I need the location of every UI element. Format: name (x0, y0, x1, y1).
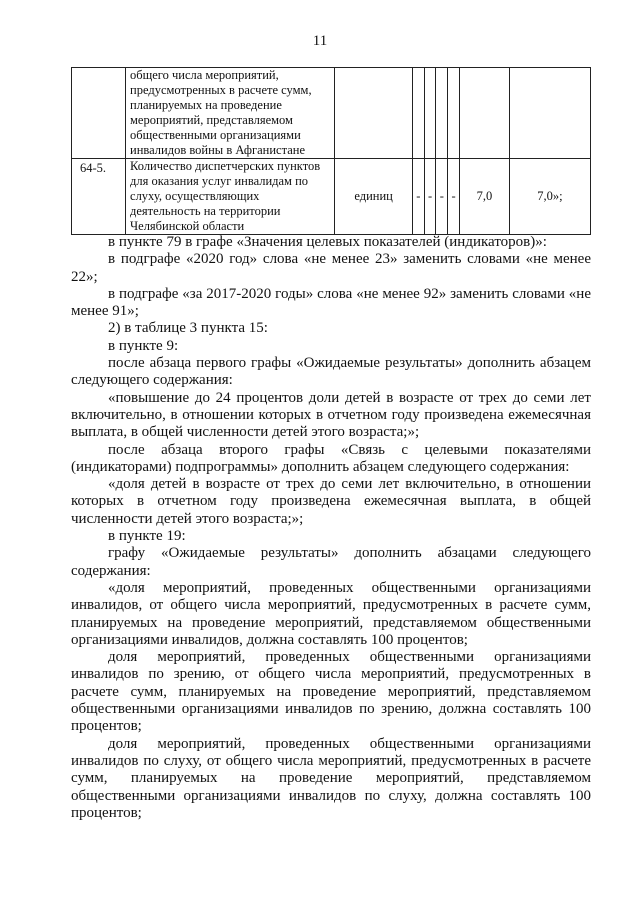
value-cell-2018: - (424, 159, 436, 235)
paragraph: в пункте 19: (108, 528, 186, 545)
document-body (71, 234, 591, 822)
indicator-description-cell: общего числа мероприятий, предусмотренных в расчете сумм, планируемых на проведение мероприятий, представляемом общественными организациями инвалидов войны в Афганистане (126, 68, 335, 159)
paragraph: в пункте 79 в графе «Значения целевых показателей (индикаторов)»: (108, 234, 547, 250)
paragraph: в пункте 9: (108, 337, 179, 354)
value-cell-total: 7,0»; (509, 159, 590, 235)
paragraph: «повышение до 24 процентов доли детей в возрасте от трех до семи лет включительно, в отношении которых в отчетном году произведена ежемесячная выплата, в общей численности детей этого возраста;»; (71, 389, 591, 441)
value-cell-2020: 7,0 (460, 159, 510, 235)
paragraph: графу «Ожидаемые результаты» дополнить абзацами следующего содержания: (71, 545, 591, 579)
row-number-cell: 64-5. (72, 159, 126, 235)
paragraph: после абзаца второго графы «Связь с целевыми показателями (индикаторами) подпрограммы» дополнить абзацем следующего содержания: (71, 441, 591, 475)
value-cell (509, 68, 590, 159)
unit-cell (335, 68, 413, 159)
unit-cell: единиц (335, 159, 413, 235)
value-cell (424, 68, 436, 159)
page-number: 11 (312, 33, 328, 49)
value-cell-2019: - (436, 159, 448, 235)
indicator-description-cell: Количество диспетчерских пунктов для оказания услуг инвалидам по слуху, осуществляющих деятельность на территории Челябинской области (126, 159, 335, 235)
paragraph: доля мероприятий, проведенных общественными организациями инвалидов по слуху, от общего числа мероприятий, предусмотренных в расчете сумм, планируемых на проведение мероприятий, представляемом общественными организациями инвалидов по слуху, должна составлять 100 процентов; (71, 735, 591, 821)
value-cell (448, 68, 460, 159)
indicators-table (71, 67, 591, 235)
value-cell-2017: - (412, 159, 424, 235)
paragraph: доля мероприятий, проведенных общественными организациями инвалидов по зрению, от общего числа мероприятий, предусмотренных в расчете сумм, планируемых на проведение мероприятий, представляемом общественными организациями инвалидов по зрению, должна составлять 100 процентов; (71, 649, 591, 735)
paragraph: после абзаца первого графы «Ожидаемые результаты» дополнить абзацем следующего содержания: (71, 355, 591, 389)
table-row (72, 68, 591, 159)
value-cell (436, 68, 448, 159)
value-cell (412, 68, 424, 159)
row-number-cell (72, 68, 126, 159)
table-row (72, 159, 591, 235)
paragraph: «доля детей в возрасте от трех до семи лет включительно, в отношении которых в отчетном году произведена ежемесячная выплата, в общей численности детей этого возраста;»; (71, 476, 591, 527)
paragraph: в подграфе «2020 год» слова «не менее 23» заменить словами «не менее 22»; (71, 251, 591, 285)
value-cell (460, 68, 510, 159)
paragraph: 2) в таблице 3 пункта 15: (108, 320, 268, 337)
paragraph: «доля мероприятий, проведенных общественными организациями инвалидов, от общего числа мероприятий, предусмотренных в расчете сумм, планируемых на проведение мероприятий, представляемом общественными организациями инвалидов, должна составлять 100 процентов; (71, 579, 591, 648)
value-cell-2020-dash: - (448, 159, 460, 235)
paragraph: в подграфе «за 2017-2020 годы» слова «не менее 92» заменить словами «не менее 91»; (71, 285, 591, 320)
